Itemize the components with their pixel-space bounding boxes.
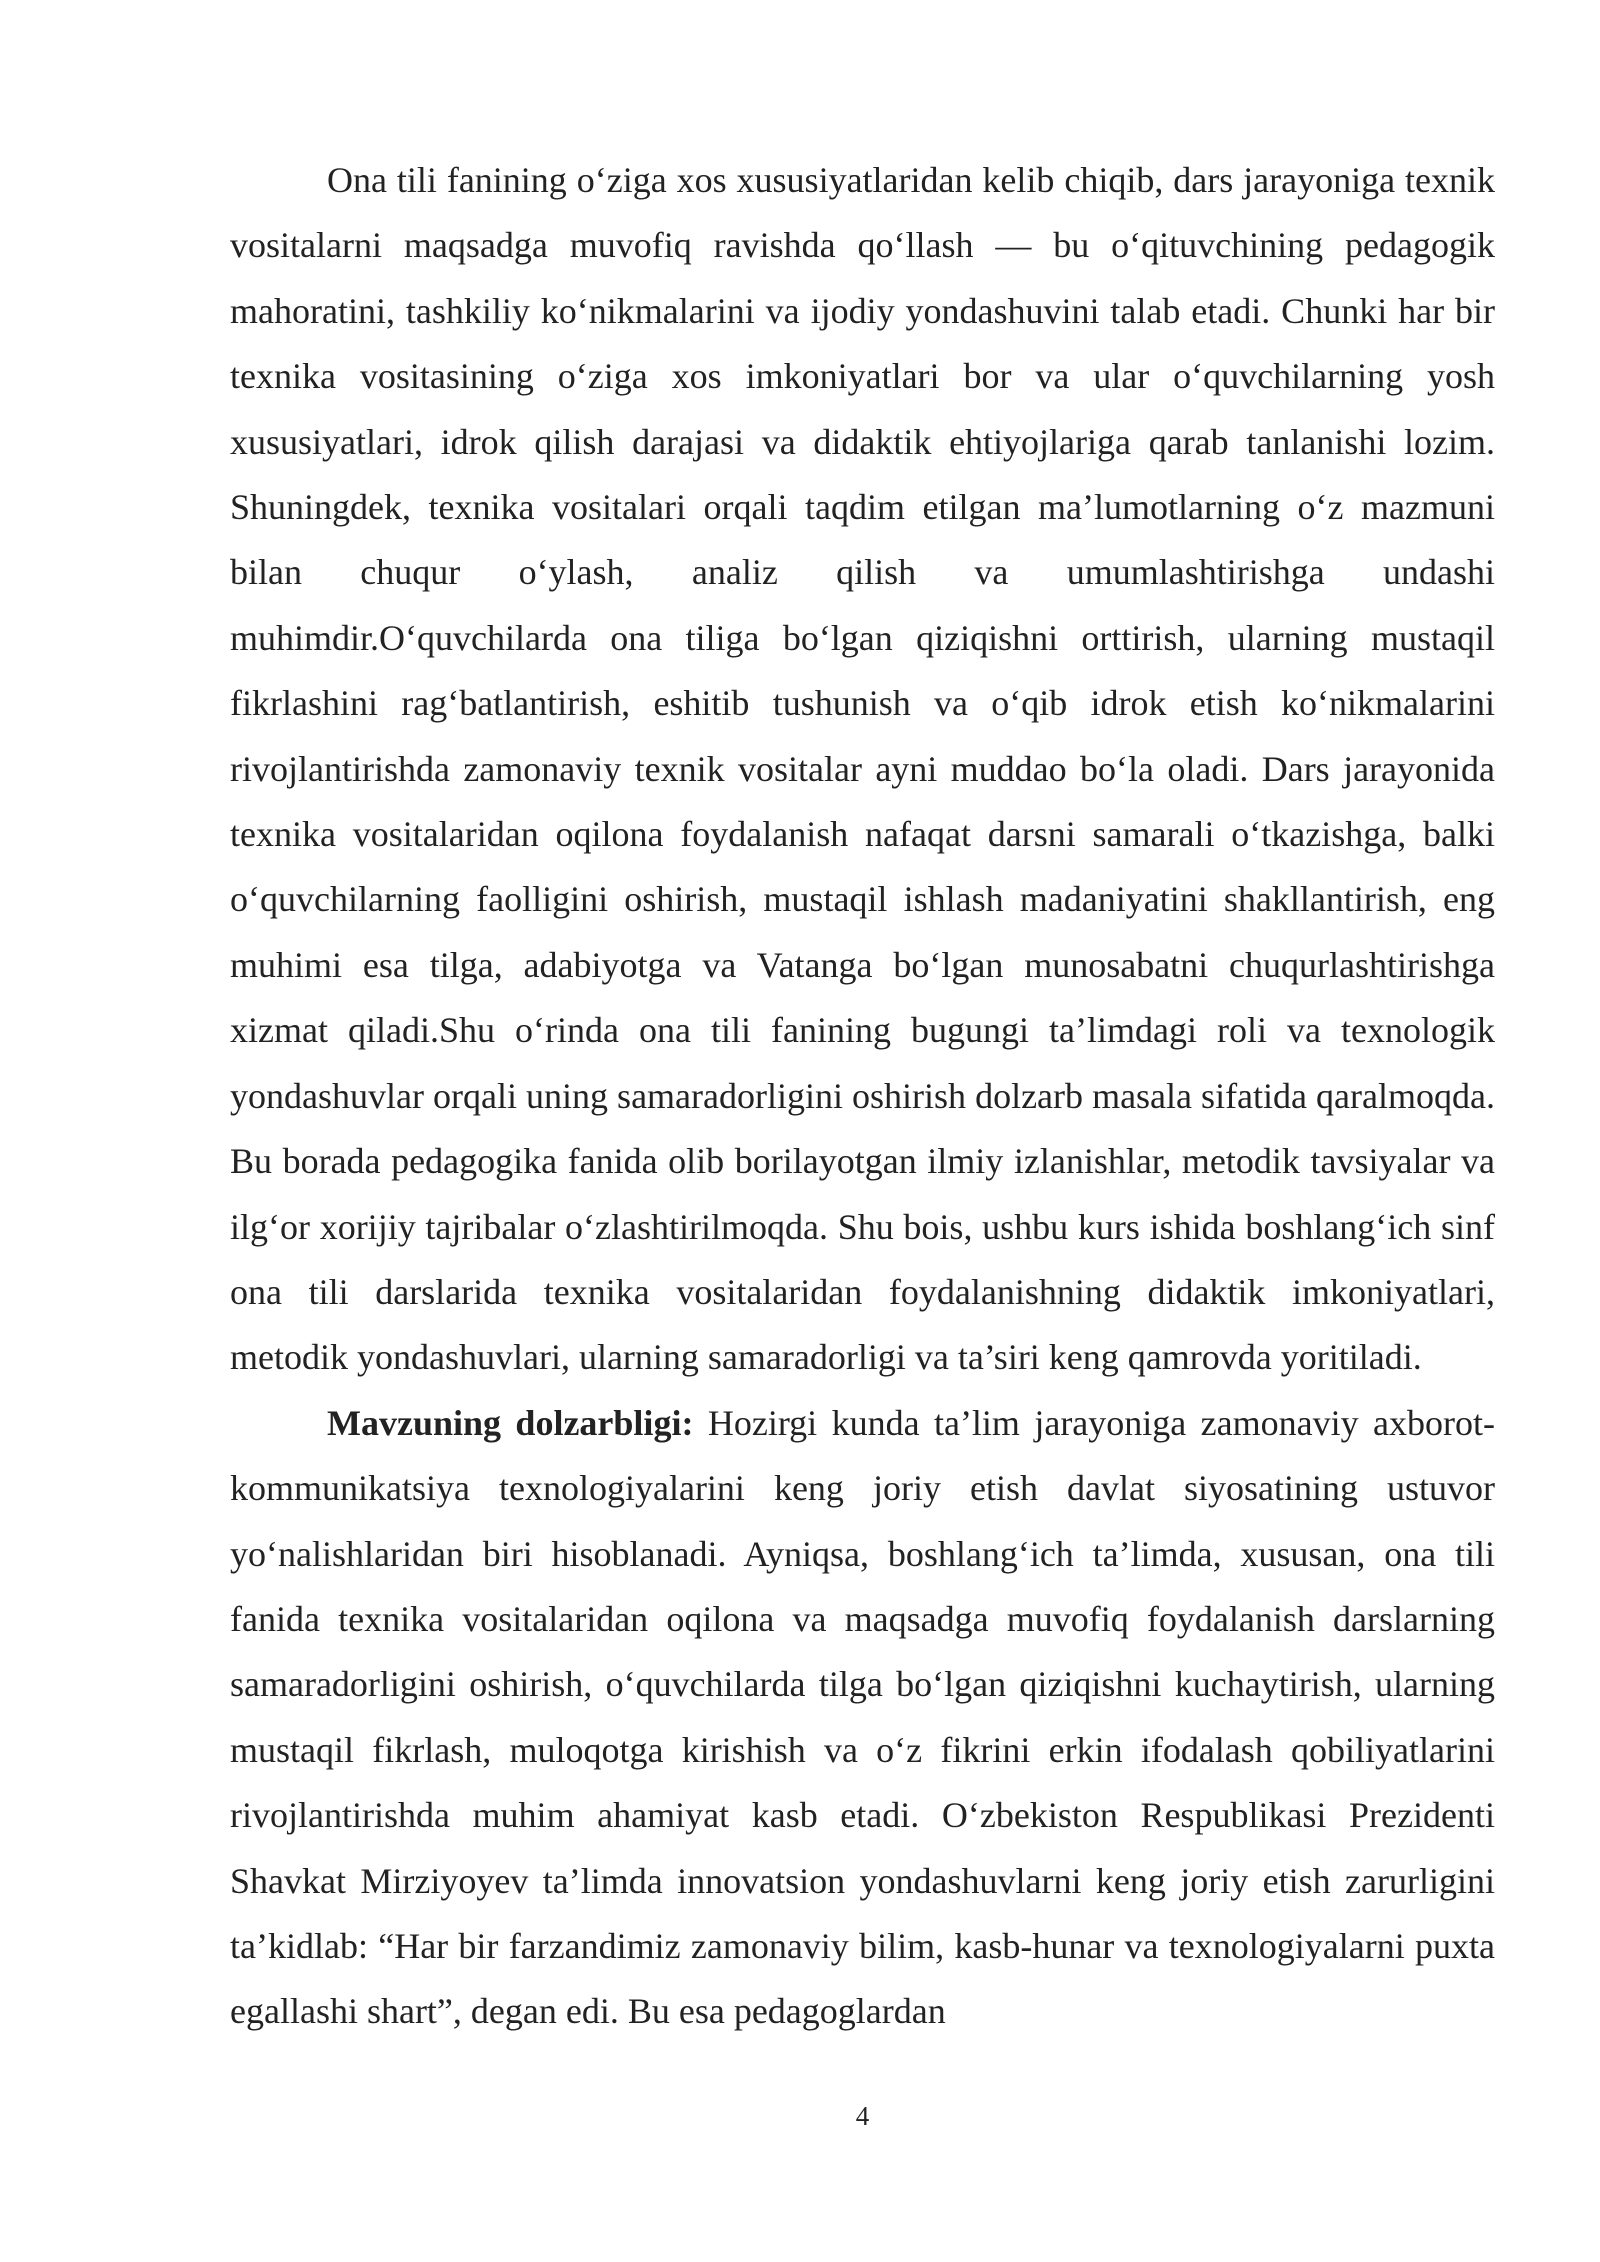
paragraph-relevance xyxy=(230,1391,1495,2045)
paragraph-intro: Ona tili fanining o‘ziga xos xususiyatlaridan kelib chiqib, dars jarayoniga texnik vositalarni maqsadga muvofiq ravishda qo‘llash — bu o‘qituvchining pedagogik mahoratini, tashkiliy ko‘nikmalarini va ijodiy yondashuvini talab etadi. Chunki har bir texnika vositasining o‘ziga xos imkoniyatlari bor va ular o‘quvchilarning yosh xususiyatlari, idrok qilish darajasi va didaktik ehtiyojlariga qarab tanlanishi lozim. Shuningdek, texnika vositalari orqali taqdim etilgan ma’lumotlarning o‘z mazmuni bilan chuqur o‘ylash, analiz qilish va umumlashtirishga undashi muhimdir.O‘quvchilarda ona tiliga bo‘lgan qiziqishni orttirish, ularning mustaqil fikrlashini rag‘batlantirish, eshitib tushunish va o‘qib idrok etish ko‘nikmalarini rivojlantirishda zamonaviy texnik vositalar ayni muddao bo‘la oladi. Dars jarayonida texnika vositalaridan oqilona foydalanish nafaqat darsni samarali o‘tkazishga, balki o‘quvchilarning faolligini oshirish, mustaqil ishlash madaniyatini shakllantirish, eng muhimi esa tilga, adabiyotga va Vatanga bo‘lgan munosabatni chuqurlashtirishga xizmat qiladi.Shu o‘rinda ona tili fanining bugungi ta’limdagi roli va texnologik yondashuvlar orqali uning samaradorligini oshirish dolzarb masala sifatida qaralmoqda. Bu borada pedagogika fanida olib borilayotgan ilmiy izlanishlar, metodik tavsiyalar va ilg‘or xorijiy tajribalar o‘zlashtirilmoqda. Shu bois, ushbu kurs ishida boshlang‘ich sinf ona tili darslarida texnika vositalaridan foydalanishning didaktik imkoniyatlari, metodik yondashuvlari, ularning samaradorligi va ta’siri keng qamrovda yoritiladi. xyxy=(230,160,1495,1378)
paragraph-relevance-body: Hozirgi kunda ta’lim jarayoniga zamonaviy axborot-kommunikatsiya texnologiyalarini keng joriy etish davlat siyosatining ustuvor yo‘nalishlaridan biri hisoblanadi. Ayniqsa, boshlang‘ich ta’limda, xususan, ona tili fanida texnika vositalaridan oqilona va maqsadga muvofiq foydalanish darslarning samaradorligini oshirish, o‘quvchilarda tilga bo‘lgan qiziqishni kuchaytirish, ularning mustaqil fikrlash, muloqotga kirishish va o‘z fikrini erkin ifodalash qobiliyatlarini rivojlantirishda muhim ahamiyat kasb etadi. O‘zbekiston Respublikasi Prezidenti Shavkat Mirziyoyev ta’limda innovatsion yondashuvlarni keng joriy etish zarurligini ta’kidlab: “Har bir farzandimiz zamonaviy bilim, kasb-hunar va texnologiyalarni puxta egallashi shart”, degan edi. Bu esa pedagoglardan xyxy=(230,1402,1495,2032)
page-body xyxy=(230,148,1495,2045)
page-number: 4 xyxy=(855,2101,870,2131)
section-heading-relevance: Mavzuning dolzarbligi: xyxy=(327,1402,694,1443)
